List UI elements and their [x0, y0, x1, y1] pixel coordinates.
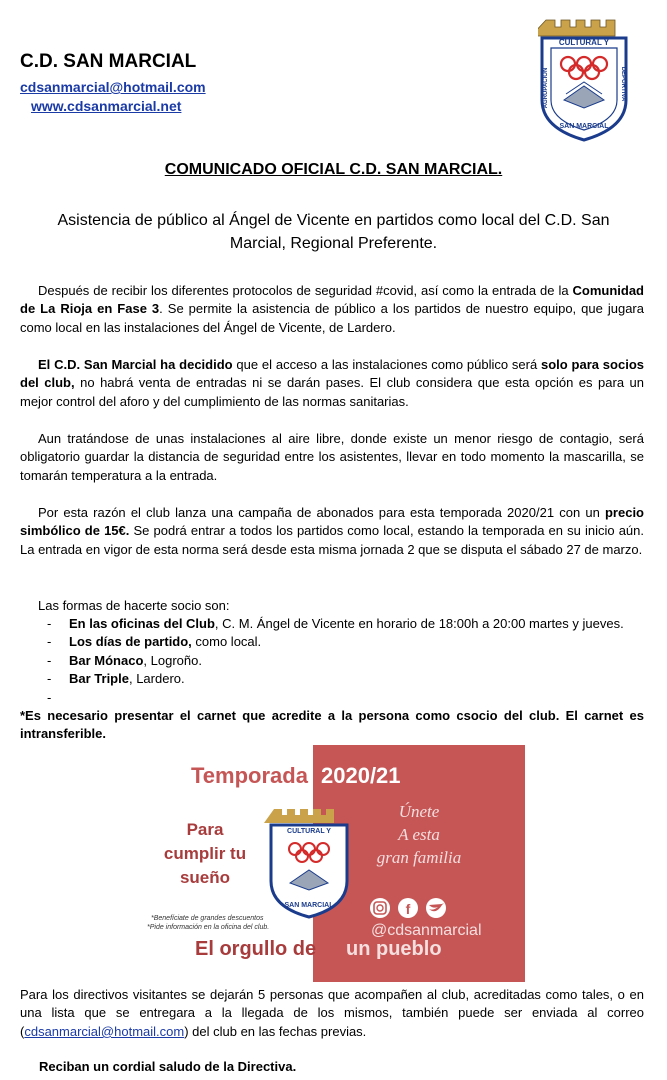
svg-text:DEPORTIVA: DEPORTIVA [620, 66, 626, 102]
forms-intro: Las formas de hacerte socio son: [38, 598, 230, 613]
promo-slogan-a: El orgullo de [195, 938, 317, 960]
promo-benefit1: *Benefíciate de grandes descuentos [151, 915, 264, 922]
svg-text:SAN MARCIAL: SAN MARCIAL [559, 123, 609, 130]
forms-list [20, 615, 644, 707]
promo-right-line1: Únete [398, 802, 440, 821]
promo-left-line3: sueño [179, 868, 231, 887]
paragraph-visitors: Para los directivos visitantes se dejarán 5 personas que acompañen al club, acreditadas como tales, o en una lista que se entregara a la llegada de los mismos, también puede ser enviada al correo (cdsanmarcial@hotmail.com) del club en las fechas previas. [20, 987, 644, 1039]
twitter-icon [426, 898, 446, 918]
list-item: - Los días de partido, como local. [20, 633, 644, 651]
page-title: COMUNICADO OFICIAL C.D. SAN MARCIAL. [164, 161, 503, 178]
svg-text:SAN MARCIAL: SAN MARCIAL [284, 902, 334, 909]
list-item: - Bar Mónaco, Logroño. [20, 652, 644, 670]
closing-line: Reciban un cordial saludo de la Directiva. [39, 1059, 297, 1074]
svg-text:f: f [405, 901, 411, 917]
list-item: - En las oficinas del Club, C. M. Ángel de Vicente en horario de 18:00h a 20:00 martes y jueves. [20, 615, 644, 633]
membership-promo-image [133, 745, 525, 982]
promo-season-year: 2020/21 [321, 763, 401, 788]
promo-right-line3: gran familia [376, 848, 462, 867]
svg-text:CULTURAL Y: CULTURAL Y [287, 828, 331, 835]
svg-text:AGRUPACION: AGRUPACION [543, 67, 549, 109]
promo-left-line1: Para [186, 820, 224, 839]
paragraph-decision: El C.D. San Marcial ha decidido que el acceso a las instalaciones como público será solo para socios del club, no habrá venta de entradas ni se darán pases. El club considera que esta opción es para un mejor control del aforo y del cumplimiento de las normas sanitarias. [20, 357, 645, 409]
promo-season-word: Temporada [191, 763, 308, 788]
paragraph-campaign: Por esta razón el club lanza una campaña de abonados para esta temporada 2020/21 con un precio simbólico de 15€. Se podrá entrar a todos los partidos como local, estando la temporada en su inicio aún. La entrada en vigor de esta norma será desde esta misma jornada 2 que se disputa el sábado 27 de marzo. [20, 505, 644, 557]
website-link[interactable]: www.cdsanmarcial.net [31, 98, 182, 114]
email-link[interactable]: cdsanmarcial@hotmail.com [20, 79, 206, 95]
promo-graphic [133, 745, 525, 982]
paragraph-safety: Aun tratándose de unas instalaciones al aire libre, donde existe un menor riesgo de contagio, será obligatorio guardar la distancia de seguridad entre los asistentes, llevar en todo momento la mascarilla, se tomarán temperatura a la entrada. [20, 431, 644, 483]
list-item: - Bar Triple, Lardero. [20, 670, 644, 688]
svg-text:CULTURAL Y: CULTURAL Y [558, 38, 610, 47]
promo-benefit2: *Pide información en la oficina del club. [147, 924, 270, 931]
list-item [20, 689, 644, 707]
promo-handle: @cdsanmarcial [371, 922, 482, 939]
subtitle: Asistencia de público al Ángel de Vicente en partidos como local del C.D. San Marcial, Regional Preferente. [57, 212, 610, 252]
instagram-icon [370, 898, 390, 918]
paragraph-protocols: Después de recibir los diferentes protocolos de seguridad #covid, así como la entrada de la Comunidad de La Rioja en Fase 3. Se permite la asistencia de público a los partidos de nuestro equipo, que jugara como local en las instalaciones del Ángel de Vicente, de Lardero. [20, 283, 644, 335]
promo-crest-logo [264, 809, 347, 917]
promo-slogan-b: un pueblo [346, 938, 442, 960]
promo-left-line2: cumplir tu [163, 844, 247, 863]
facebook-icon [398, 898, 418, 918]
carnet-note: *Es necesario presentar el carnet que acredite a la persona como csocio del club. El carnet es intransferible. [20, 708, 644, 742]
email-link-inline[interactable]: cdsanmarcial@hotmail.com [24, 1023, 185, 1039]
club-crest-logo [538, 18, 630, 142]
club-name: C.D. SAN MARCIAL [20, 51, 197, 72]
promo-right-line2: A esta [398, 825, 440, 844]
